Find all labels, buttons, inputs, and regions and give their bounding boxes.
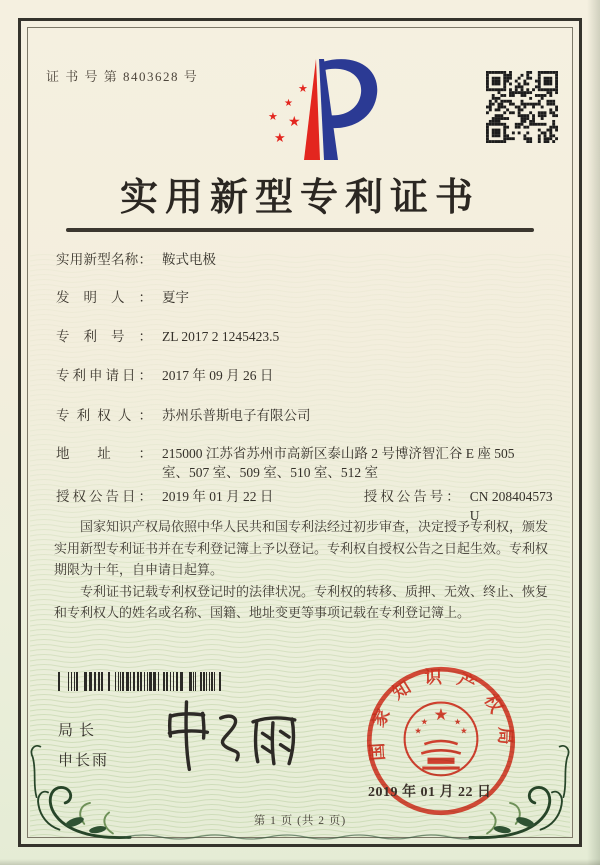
- seal-text: 国家知识产权局: [365, 666, 516, 762]
- certificate-number: 证 书 号 第 8403628 号: [46, 69, 199, 84]
- seal-date: 2019 年 01 月 22 日: [368, 785, 492, 800]
- field-filing-date: [56, 366, 560, 385]
- field-label: 授权公告日：: [56, 489, 152, 504]
- field-label: 专利申请日：: [56, 368, 152, 383]
- svg-text:★: ★: [433, 705, 449, 725]
- field-inventor: [56, 288, 560, 307]
- field-value: 215000 江苏省苏州市高新区泰山路 2 号博济智汇谷 E 座 505 室、507 室、509 室、510 室、512 室: [162, 446, 515, 480]
- cnipa-logo-icon: [258, 56, 394, 164]
- svg-text:★: ★: [268, 110, 278, 123]
- svg-text:★: ★: [284, 98, 293, 109]
- svg-text:★: ★: [414, 725, 422, 736]
- legal-paragraph: 专利证书记载专利权登记时的法律状况。专利权的转移、质押、无效、终止、恢复和专利权人的姓名或名称、国籍、地址变更等事项记载在专利登记簿上。: [54, 583, 549, 620]
- svg-text:★: ★: [460, 725, 468, 736]
- field-utility-model-name: [56, 250, 560, 269]
- field-value: 鞍式电极: [162, 252, 216, 267]
- field-value: ZL 2017 2 1245423.5: [162, 329, 280, 344]
- director-name: 申长雨: [58, 753, 110, 769]
- field-label: 专利权人：: [56, 408, 152, 423]
- field-label: 发明人：: [56, 290, 152, 305]
- legal-paragraph: 国家知识产权局依照中华人民共和国专利法经过初步审查，决定授予专利权，颁发实用新型专利证书并在专利登记簿上予以登记。专利权自授权公告之日起生效。专利权期限为十年，自申请日起算。: [54, 519, 549, 577]
- field-value: 2019 年 01 月 22 日: [162, 489, 274, 504]
- svg-text:★: ★: [453, 716, 462, 727]
- qr-code: [486, 71, 558, 143]
- title-divider: [66, 228, 534, 232]
- certificate-title: 实用新型专利证书: [119, 177, 480, 219]
- svg-text:★: ★: [420, 716, 429, 727]
- field-label: 地址：: [56, 446, 152, 461]
- field-value: 2017 年 09 月 26 日: [162, 368, 274, 383]
- field-value: 苏州乐普斯电子有限公司: [162, 408, 311, 423]
- svg-text:★: ★: [288, 114, 301, 130]
- barcode: [58, 672, 224, 691]
- vine-bottom: [125, 832, 475, 842]
- field-label: 实用新型名称：: [56, 252, 152, 267]
- field-value: 夏宇: [162, 290, 189, 305]
- scan-edge-shadow-bottom: [0, 859, 600, 865]
- page-number: 第 1 页 (共 2 页): [253, 815, 347, 827]
- legal-text: [54, 516, 548, 624]
- field-patentee: [56, 406, 560, 425]
- field-address: [56, 444, 560, 482]
- director-signature: [158, 694, 310, 782]
- scan-edge-shadow-right: [587, 0, 600, 865]
- field-value: CN 208404573 U: [469, 489, 553, 523]
- director-title: 局长: [58, 723, 101, 739]
- field-label: 授权公告号：: [363, 489, 460, 504]
- svg-text:★: ★: [274, 131, 286, 146]
- field-label: 专利号：: [56, 329, 152, 344]
- field-patent-number: [56, 327, 560, 346]
- svg-text:★: ★: [298, 82, 308, 95]
